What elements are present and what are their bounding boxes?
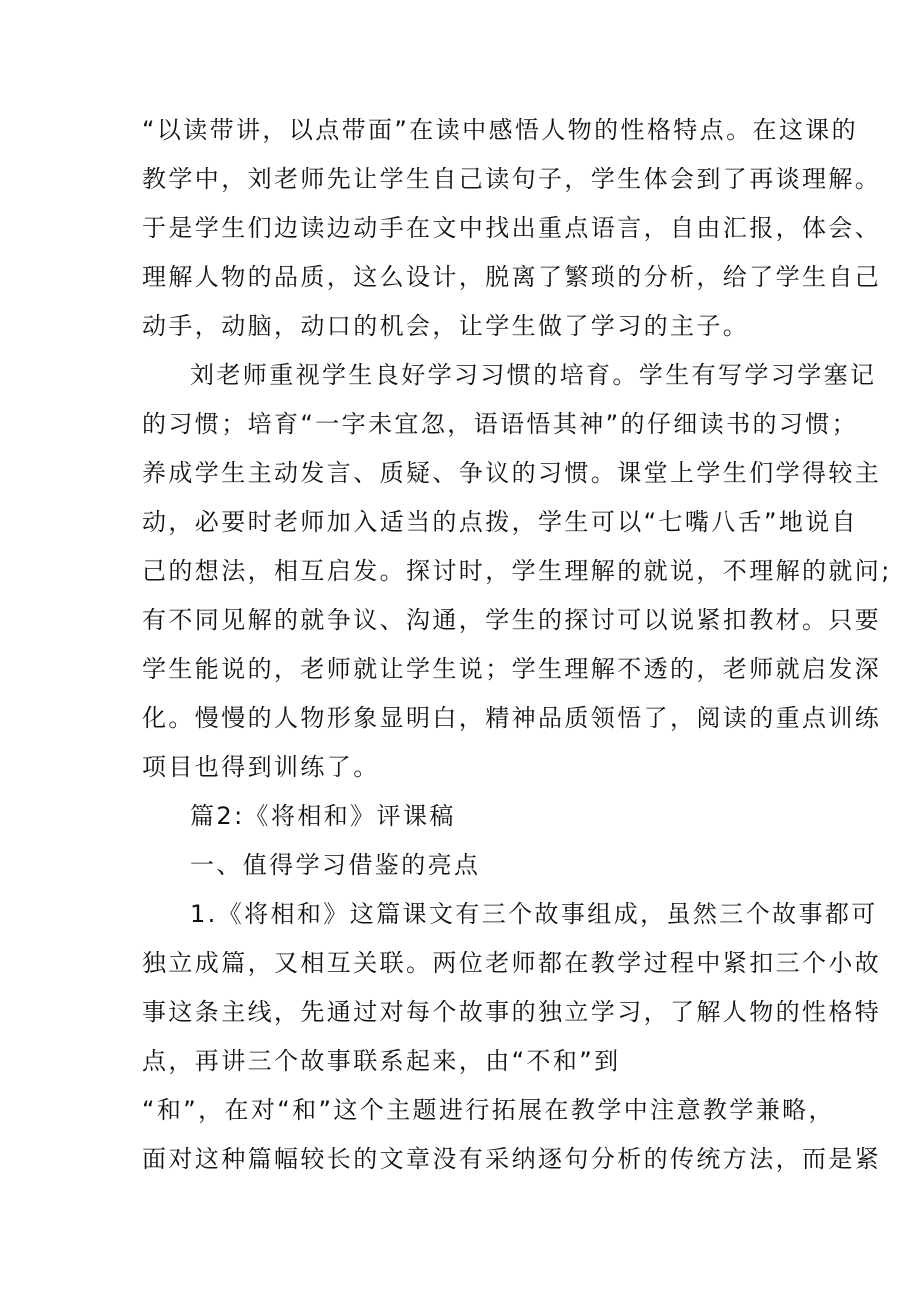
text-line: 教学中，刘老师先让学生自己读句子，学生体会到了再谈理解。 [142, 165, 882, 193]
text-line: 化。慢慢的人物形象显明白，精神品质领悟了，阅读的重点训练 [142, 704, 882, 732]
text-line: “以读带讲，以点带面”在读中感悟人物的性格特点。在这课的 [142, 116, 859, 144]
text-line: 独立成篇，又相互关联。两位老师都在教学过程中紧扣三个小故 [142, 949, 882, 977]
text-line: 养成学生主动发言、质疑、争议的习惯。课堂上学生们学得较主 [142, 459, 882, 487]
paragraph-start-line: 1.《将相和》这篇课文有三个故事组成，虽然三个故事都可 [190, 900, 878, 928]
text-line: 于是学生们边读边动手在文中找出重点语言，自由汇报，体会、 [142, 214, 882, 242]
text-line: 的习惯；培育“一字未宜忽，语语悟其神”的仔细读书的习惯； [142, 410, 859, 438]
text-line: “和”，在对“和”这个主题进行拓展在教学中注意教学兼略， [142, 1096, 835, 1124]
text-line: 学生能说的，老师就让学生说；学生理解不透的，老师就启发深 [142, 655, 882, 683]
text-line: 项目也得到训练了。 [142, 753, 380, 781]
section-heading: 篇2:《将相和》评课稿 [190, 802, 456, 830]
subsection-heading: 一、值得学习借鉴的亮点 [190, 851, 481, 879]
text-line: 点，再讲三个故事联系起来，由“不和”到 [142, 1047, 621, 1075]
text-line: 动手，动脑，动口的机会，让学生做了学习的主子。 [142, 312, 750, 340]
text-line: 事这条主线，先通过对每个故事的独立学习，了解人物的性格特 [142, 998, 882, 1026]
text-line: 理解人物的品质，这么设计，脱离了繁琐的分析，给了学生自己 [142, 263, 882, 291]
text-line: 面对这种篇幅较长的文章没有采纳逐句分析的传统方法，而是紧 [142, 1145, 882, 1173]
text-line: 动，必要时老师加入适当的点拨，学生可以“七嘴八舌”地说自 [142, 508, 859, 536]
text-line: 有不同见解的就争议、沟通，学生的探讨可以说紧扣教材。只要 [142, 606, 882, 634]
paragraph-start-line: 刘老师重视学生良好学习习惯的培育。学生有写学习学塞记 [190, 361, 877, 389]
text-line: 己的想法，相互启发。探讨时，学生理解的就说，不理解的就问; [142, 557, 892, 585]
